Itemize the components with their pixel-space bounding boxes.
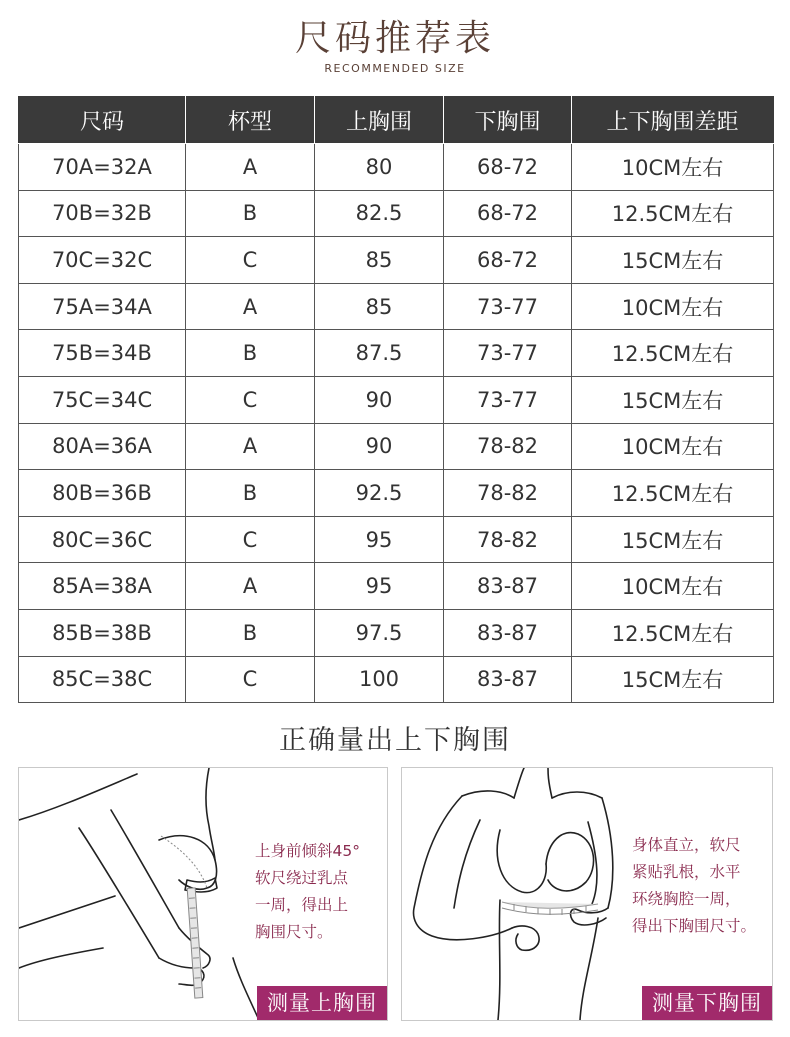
cell-difference: 12.5CM左右 (572, 609, 774, 656)
cell-difference: 12.5CM左右 (572, 330, 774, 377)
page-title: 尺码推荐表 (294, 18, 495, 59)
under-bust-instruction: 身体直立，软尺 紧贴乳根，水平 环绕胸腔一周， 得出下胸围尺寸。 (632, 836, 757, 935)
cell-upper-bust: 95 (315, 516, 444, 563)
cell-upper-bust: 90 (315, 376, 444, 423)
cell-under-bust: 73-77 (444, 376, 572, 423)
under-bust-tag: 测量下胸围 (642, 986, 772, 1020)
cell-upper-bust: 90 (315, 423, 444, 470)
cell-under-bust: 83-87 (444, 609, 572, 656)
cell-cup: A (186, 283, 315, 330)
cell-under-bust: 73-77 (444, 330, 572, 377)
cell-size: 75A=34A (19, 283, 186, 330)
cell-cup: C (186, 516, 315, 563)
table-row (19, 423, 774, 470)
cell-difference: 10CM左右 (572, 563, 774, 610)
under-bust-panel (401, 767, 773, 1021)
cell-upper-bust: 82.5 (315, 190, 444, 237)
cell-size: 80C=36C (19, 516, 186, 563)
table-row (19, 563, 774, 610)
table-row (19, 656, 774, 703)
cell-upper-bust: 85 (315, 237, 444, 284)
cell-size: 70C=32C (19, 237, 186, 284)
cell-cup: A (186, 144, 315, 191)
cell-size: 85C=38C (19, 656, 186, 703)
cell-cup: A (186, 563, 315, 610)
cell-upper-bust: 92.5 (315, 470, 444, 517)
cell-size: 80A=36A (19, 423, 186, 470)
measure-section-title: 正确量出上下胸围 (279, 725, 511, 756)
cell-difference: 15CM左右 (572, 516, 774, 563)
table-row (19, 516, 774, 563)
cell-upper-bust: 97.5 (315, 609, 444, 656)
table-row (19, 190, 774, 237)
cell-size: 70A=32A (19, 144, 186, 191)
cell-difference: 15CM左右 (572, 656, 774, 703)
cell-upper-bust: 95 (315, 563, 444, 610)
cell-cup: C (186, 376, 315, 423)
upper-bust-tag: 测量上胸围 (257, 986, 387, 1020)
cell-size: 85B=38B (19, 609, 186, 656)
upper-bust-instruction: 上身前倾斜45° 软尺绕过乳点 一周，得出上 胸围尺寸。 (255, 842, 360, 941)
column-header-under-bust: 下胸围 (444, 97, 572, 144)
cell-cup: B (186, 330, 315, 377)
cell-cup: A (186, 423, 315, 470)
cell-upper-bust: 85 (315, 283, 444, 330)
cell-difference: 12.5CM左右 (572, 470, 774, 517)
cell-under-bust: 68-72 (444, 237, 572, 284)
table-row (19, 144, 774, 191)
cell-size: 85A=38A (19, 563, 186, 610)
table-body (19, 144, 774, 703)
table-row (19, 237, 774, 284)
cell-difference: 12.5CM左右 (572, 190, 774, 237)
cell-cup: C (186, 237, 315, 284)
table-header-row (19, 97, 774, 144)
cell-cup: B (186, 190, 315, 237)
cell-cup: C (186, 656, 315, 703)
table-row (19, 376, 774, 423)
cell-size: 70B=32B (19, 190, 186, 237)
cell-difference: 10CM左右 (572, 423, 774, 470)
table-row (19, 330, 774, 377)
column-header-cup: 杯型 (186, 97, 315, 144)
cell-under-bust: 68-72 (444, 144, 572, 191)
cell-upper-bust: 80 (315, 144, 444, 191)
cell-upper-bust: 100 (315, 656, 444, 703)
cell-under-bust: 78-82 (444, 423, 572, 470)
size-table (18, 96, 774, 703)
cell-difference: 15CM左右 (572, 376, 774, 423)
cell-size: 75B=34B (19, 330, 186, 377)
cell-cup: B (186, 470, 315, 517)
cell-cup: B (186, 609, 315, 656)
column-header-difference: 上下胸围差距 (572, 97, 774, 144)
column-header-size: 尺码 (19, 97, 186, 144)
cell-under-bust: 78-82 (444, 470, 572, 517)
cell-size: 80B=36B (19, 470, 186, 517)
cell-under-bust: 83-87 (444, 656, 572, 703)
cell-under-bust: 68-72 (444, 190, 572, 237)
table-row (19, 609, 774, 656)
upper-bust-panel (18, 767, 388, 1021)
cell-difference: 15CM左右 (572, 237, 774, 284)
cell-size: 75C=34C (19, 376, 186, 423)
column-header-upper-bust: 上胸围 (315, 97, 444, 144)
table-row (19, 283, 774, 330)
page-subtitle: RECOMMENDED SIZE (324, 62, 466, 75)
cell-under-bust: 73-77 (444, 283, 572, 330)
cell-upper-bust: 87.5 (315, 330, 444, 377)
table-row (19, 470, 774, 517)
cell-under-bust: 83-87 (444, 563, 572, 610)
cell-difference: 10CM左右 (572, 144, 774, 191)
cell-under-bust: 78-82 (444, 516, 572, 563)
cell-difference: 10CM左右 (572, 283, 774, 330)
